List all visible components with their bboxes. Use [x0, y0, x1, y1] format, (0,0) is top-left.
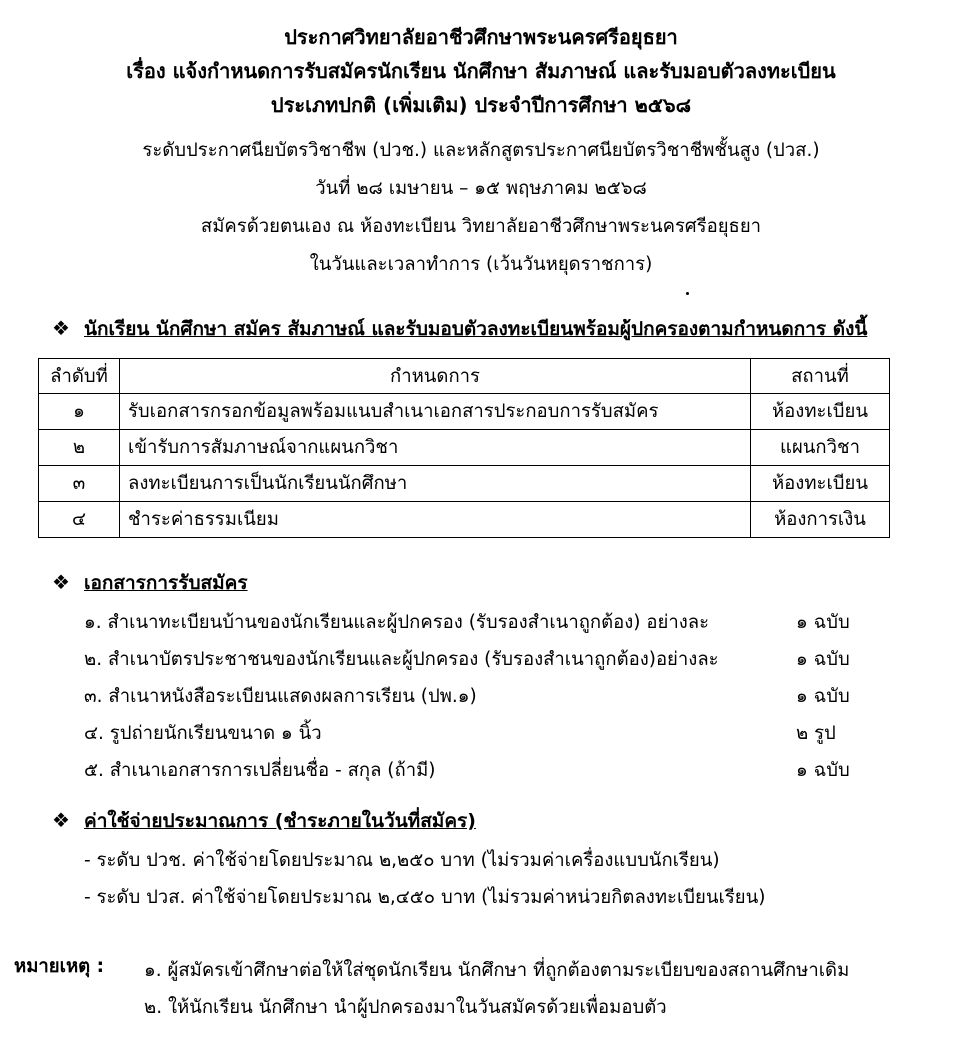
- document-item-qty: ๑ ฉบับ: [796, 612, 850, 633]
- diamond-bullet-icon: ❖: [52, 316, 70, 340]
- document-item-text: ๓. สำเนาหนังสือระเบียนแสดงผลการเรียน (ปพ.๑): [84, 686, 477, 707]
- table-row: [39, 466, 890, 502]
- note-label: หมายเหตุ :: [14, 956, 104, 977]
- table-cell: ๔: [39, 502, 120, 538]
- diamond-bullet-icon: ❖: [52, 808, 70, 832]
- table-cell: ๓: [39, 466, 120, 502]
- document-item-text: ๑. สำเนาทะเบียนบ้านของนักเรียนและผู้ปกครอง (รับรองสำเนาถูกต้อง) อย่างละ: [84, 612, 710, 633]
- list-item: - ระดับ ปวช. ค่าใช้จ่ายโดยประมาณ ๒,๒๕๐ บาท (ไม่รวมค่าเครื่องแบบนักเรียน): [84, 850, 720, 871]
- scan-speck: [686, 292, 689, 295]
- table-cell: ชำระค่าธรรมเนียม: [120, 502, 751, 538]
- table-row: [39, 430, 890, 466]
- list-item: [84, 641, 884, 678]
- column-header: ลำดับที่: [39, 359, 120, 394]
- table-cell: ลงทะเบียนการเป็นนักเรียนนักศึกษา: [120, 466, 751, 502]
- table-cell: ห้องทะเบียน: [751, 394, 890, 430]
- documents-heading: [52, 568, 248, 598]
- table-row: [39, 502, 890, 538]
- schedule-heading: [52, 314, 867, 344]
- note-items: [144, 952, 944, 1026]
- schedule-table: [38, 358, 890, 538]
- list-item: - ระดับ ปวส. ค่าใช้จ่ายโดยประมาณ ๒,๔๕๐ บาท (ไม่รวมค่าหน่วยกิตลงทะเบียนเรียน): [84, 887, 766, 908]
- document-item-text: ๔. รูปถ่ายนักเรียนขนาด ๑ นิ้ว: [84, 723, 322, 744]
- application-location: สมัครด้วยตนเอง ณ ห้องทะเบียน วิทยาลัยอาชีวศึกษาพระนครศรีอยุธยา: [200, 216, 762, 237]
- documents-list: [84, 604, 884, 789]
- schedule-heading-text: นักเรียน นักศึกษา สมัคร สัมภาษณ์ และรับมอบตัวลงทะเบียนพร้อมผู้ปกครองตามกำหนดการ ดังนี้: [84, 318, 868, 340]
- table-cell: ๑: [39, 394, 120, 430]
- document-item-qty: ๒ รูป: [796, 723, 836, 744]
- column-header: สถานที่: [751, 359, 890, 394]
- announcement-title: ประกาศวิทยาลัยอาชีวศึกษาพระนครศรีอยุธยา: [284, 25, 678, 49]
- documents-heading-text: เอกสารการรับสมัคร: [84, 572, 248, 594]
- table-cell: ห้องการเงิน: [751, 502, 890, 538]
- table-cell: เข้ารับการสัมภาษณ์จากแผนกวิชา: [120, 430, 751, 466]
- list-item: [84, 715, 884, 752]
- table-row: [39, 394, 890, 430]
- document-item-qty: ๑ ฉบับ: [796, 760, 850, 781]
- list-item: [84, 752, 884, 789]
- list-item: ๒. ให้นักเรียน นักศึกษา นำผู้ปกครองมาในวันสมัครด้วยเพื่อมอบตัว: [144, 997, 667, 1018]
- program-level: ระดับประกาศนียบัตรวิชาชีพ (ปวช.) และหลักสูตรประกาศนียบัตรวิชาชีพชั้นสูง (ปวส.): [142, 140, 820, 161]
- list-item: [84, 604, 884, 641]
- table-header-row: [39, 359, 890, 394]
- document-item-qty: ๑ ฉบับ: [796, 686, 850, 707]
- costs-list: [84, 842, 765, 916]
- costs-heading-text: ค่าใช้จ่ายประมาณการ (ชำระภายในวันที่สมัคร): [84, 810, 476, 832]
- table-cell: รับเอกสารกรอกข้อมูลพร้อมแนบสำเนาเอกสารประกอบการรับสมัคร: [120, 394, 751, 430]
- diamond-bullet-icon: ❖: [52, 570, 70, 594]
- table-cell: แผนกวิชา: [751, 430, 890, 466]
- application-dates: วันที่ ๒๘ เมษายน – ๑๕ พฤษภาคม ๒๕๖๘: [315, 178, 647, 199]
- list-item: [84, 678, 884, 715]
- announcement-subject: เรื่อง แจ้งกำหนดการรับสมัครนักเรียน นักศึกษา สัมภาษณ์ และรับมอบตัวลงทะเบียน: [126, 59, 836, 83]
- table-cell: ห้องทะเบียน: [751, 466, 890, 502]
- office-hours: ในวันและเวลาทำการ (เว้นวันหยุดราชการ): [309, 254, 653, 275]
- document-item-qty: ๑ ฉบับ: [796, 649, 850, 670]
- list-item: ๑. ผู้สมัครเข้าศึกษาต่อให้ใส่ชุดนักเรียน นักศึกษา ที่ถูกต้องตามระเบียบของสถานศึกษาเดิม: [144, 960, 850, 981]
- table-cell: ๒: [39, 430, 120, 466]
- column-header: กำหนดการ: [120, 359, 751, 394]
- document-item-text: ๒. สำเนาบัตรประชาชนของนักเรียนและผู้ปกครอง (รับรองสำเนาถูกต้อง)อย่างละ: [84, 649, 719, 670]
- document-item-text: ๕. สำเนาเอกสารการเปลี่ยนชื่อ - สกุล (ถ้ามี): [84, 760, 436, 781]
- announcement-type: ประเภทปกติ (เพิ่มเติม) ประจำปีการศึกษา ๒๕๖๘: [270, 93, 692, 117]
- costs-heading: [52, 806, 476, 836]
